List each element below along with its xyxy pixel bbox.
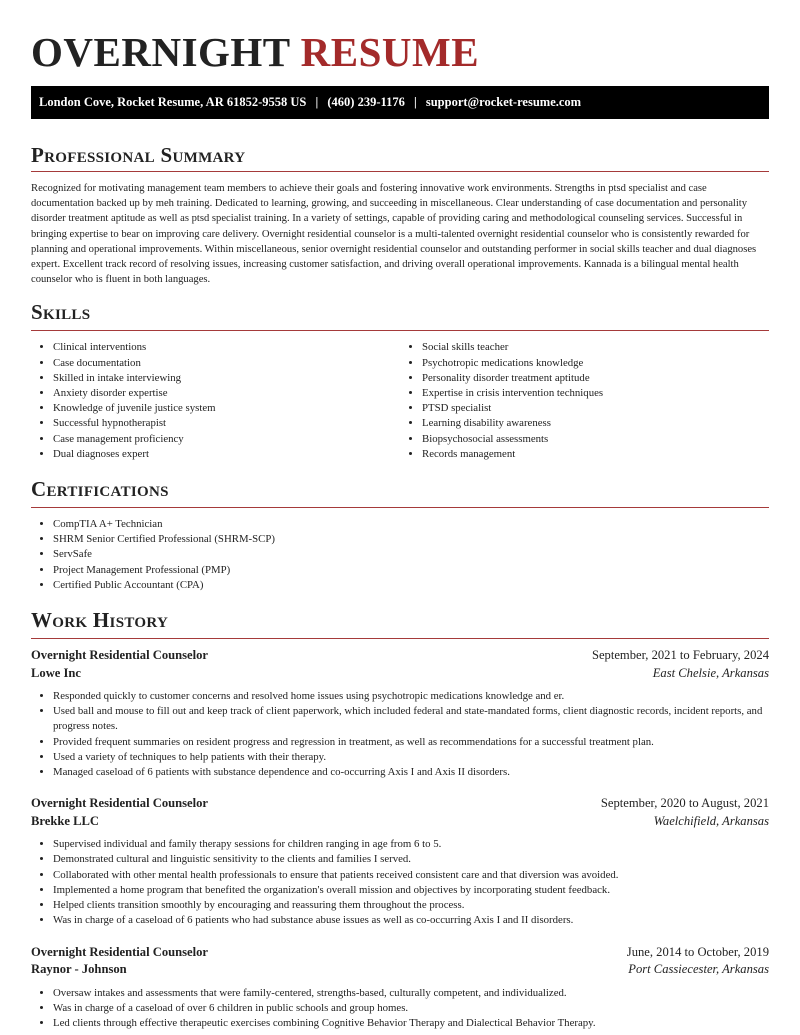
skill-item: • Biopsychosocial assessments — [422, 432, 769, 447]
skill-item: • Case documentation — [53, 356, 400, 371]
skill-item: • Successful hypnotherapist — [53, 416, 400, 431]
certification-item: • ServSafe — [53, 547, 769, 562]
job-bullet-list — [31, 986, 769, 1032]
certifications-title: Certifications — [31, 477, 169, 502]
skills-left-list — [31, 340, 400, 462]
certification-item: • Certified Public Accountant (CPA) — [53, 578, 769, 593]
resume-page — [31, 0, 769, 1031]
work-history-title: Work History — [31, 608, 169, 633]
certifications-section — [31, 476, 769, 593]
job-bullet: • Managed caseload of 6 patients with substance dependence and co-occurring Axis I and Axis II disorders. — [53, 765, 769, 780]
work-history-section — [31, 607, 769, 1031]
certifications-list — [31, 517, 769, 593]
contact-email[interactable]: support@rocket-resume.com — [425, 95, 582, 109]
job-title: Overnight Residential Counselor — [31, 796, 209, 811]
contact-phone: (460) 239-1176 — [327, 95, 405, 109]
skill-item: • Social skills teacher — [422, 340, 769, 355]
job-bullet: • Supervised individual and family therapy sessions for children ranging in age from 6 to 5. — [53, 837, 769, 852]
contact-address: London Cove, Rocket Resume, AR 61852-9558 US — [39, 95, 307, 109]
job-header — [31, 944, 769, 962]
skill-item: • Records management — [422, 447, 769, 462]
skill-item: • Personality disorder treatment aptitude — [422, 371, 769, 386]
job-company: Raynor - Johnson — [31, 962, 127, 976]
job-entry — [31, 647, 769, 780]
job-dates: June, 2014 to October, 2019 — [626, 944, 769, 959]
job-company: Lowe Inc — [31, 665, 82, 680]
job-dates: September, 2021 to February, 2024 — [591, 648, 769, 663]
job-subheader — [31, 665, 769, 683]
job-bullet: • Was in charge of a caseload of 6 patients who had substance abuse issues as well as co-occurring Axis I and II disorders. — [53, 913, 769, 928]
certification-item: • SHRM Senior Certified Professional (SHRM-SCP) — [53, 532, 769, 547]
resume-name — [31, 28, 769, 76]
section-divider — [31, 638, 769, 639]
job-bullet: • Demonstrated cultural and linguistic sensitivity to the clients and families I served. — [53, 852, 769, 867]
job-bullet: • Was in charge of a caseload of over 6 children in public schools and group homes. — [53, 1001, 769, 1016]
job-location: Port Cassiecester, Arkansas — [628, 962, 769, 976]
skills-right-list — [400, 340, 769, 462]
job-location: Waelchifield, Arkansas — [653, 813, 769, 828]
section-divider — [31, 330, 769, 331]
first-name: OVERNIGHT — [31, 29, 290, 75]
job-bullet: • Led clients through effective therapeutic exercises combining Cognitive Behavior Therapy and Dialectical Behavior Therapy. — [53, 1016, 769, 1031]
section-divider — [31, 507, 769, 508]
job-bullet: • Used ball and mouse to fill out and keep track of client paperwork, which included federal and state-mandated forms, client diagnostic records, incident reports, and progress notes. — [53, 704, 769, 734]
section-divider — [31, 171, 769, 172]
job-header — [31, 647, 769, 665]
contact-bar — [31, 86, 769, 119]
job-subheader — [31, 961, 769, 979]
job-bullet-list — [31, 689, 769, 780]
summary-section — [31, 142, 769, 287]
job-bullet: • Helped clients transition smoothly by encouraging and reassuring them throughout the process. — [53, 898, 769, 913]
last-name: RESUME — [300, 29, 480, 75]
skill-item: • Skilled in intake interviewing — [53, 371, 400, 386]
skills-grid — [31, 340, 769, 462]
skill-item: • Knowledge of juvenile justice system — [53, 401, 400, 416]
job-bullet: • Provided frequent summaries on resident progress and regression in treatment, as well as recommendations for a successful treatment plan. — [53, 735, 769, 750]
skill-item: • Dual diagnoses expert — [53, 447, 400, 462]
skill-item: • Clinical interventions — [53, 340, 400, 355]
skill-item: • Anxiety disorder expertise — [53, 386, 400, 401]
job-entry — [31, 795, 769, 928]
certification-item: • Project Management Professional (PMP) — [53, 563, 769, 578]
job-bullet: • Used a variety of techniques to help patients with their therapy. — [53, 750, 769, 765]
job-location: East Chelsie, Arkansas — [652, 665, 769, 680]
skill-item: • Expertise in crisis intervention techniques — [422, 386, 769, 401]
skill-item: • Learning disability awareness — [422, 416, 769, 431]
job-entry — [31, 944, 769, 1032]
skill-item: • PTSD specialist — [422, 401, 769, 416]
job-subheader — [31, 813, 769, 831]
summary-text: Recognized for motivating management team members to achieve their goals and fostering innovative work environments. Strengths in ptsd specialist and case documentation backed up by meh training. Dedicated to learning, growing, and succeeding in miscellaneous. Clear understanding of case documentation and personality disorder treatment aptitude as well as ptsd specialist training. In a variety of settings, capable of providing caring and methodological counseling services. Successful in bringing expertise to bear on improving care delivery. Overnight residential counselor is a multi-talented overnight residential counselor who is consistently rewarded for planning and operational improvements. Within miscellaneous, senior overnight residential counselor and outstanding performer in social skills teacher and dual diagnoses expert. Excellent track record of resolving issues, increasing customer satisfaction, and driving overall operational improvements. Kannada is a bilingual mental health counselor who is fluent in both languages. — [31, 183, 757, 286]
job-dates: September, 2020 to August, 2021 — [600, 796, 769, 811]
skill-item: • Case management proficiency — [53, 432, 400, 447]
skills-section — [31, 299, 769, 462]
skill-item: • Psychotropic medications knowledge — [422, 356, 769, 371]
job-bullet: • Oversaw intakes and assessments that were family-centered, strengths-based, culturally competent, and individualized. — [53, 986, 769, 1001]
contact-separator: | — [315, 95, 319, 109]
job-bullet: • Responded quickly to customer concerns and resolved home issues using psychotropic medications knowledge and er. — [53, 689, 769, 704]
job-header — [31, 795, 769, 813]
summary-title: Professional Summary — [31, 143, 246, 167]
job-bullet: • Implemented a home program that benefited the organization's overall mission and objectives by incorporating student feedback. — [53, 883, 769, 898]
job-company: Brekke LLC — [31, 813, 99, 828]
job-bullet: • Collaborated with other mental health professionals to ensure that patients received consistent care and that diversion was avoided. — [53, 868, 769, 883]
contact-separator: | — [413, 95, 417, 109]
job-bullet-list — [31, 837, 769, 928]
certification-item: • CompTIA A+ Technician — [53, 517, 769, 532]
job-title: Overnight Residential Counselor — [31, 648, 209, 663]
job-title: Overnight Residential Counselor — [31, 944, 209, 959]
skills-title: Skills — [31, 300, 91, 325]
